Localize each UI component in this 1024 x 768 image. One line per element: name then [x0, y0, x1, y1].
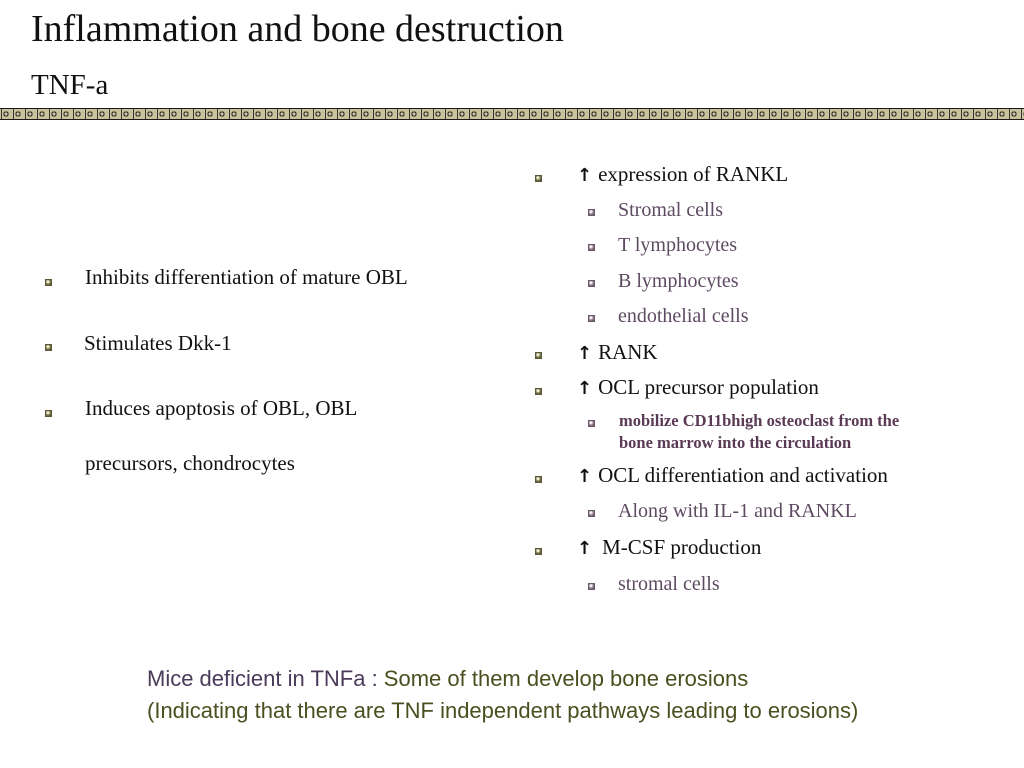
rankl-sub-t-lymphocytes: T lymphocytes [618, 234, 738, 256]
up-arrow-icon: ↑ [577, 538, 593, 559]
greek-key-divider [0, 108, 1024, 120]
up-arrow-icon: ↑ [577, 343, 593, 364]
bullet-icon [535, 548, 542, 555]
right-item-ocl-precursor: ↑ OCL precursor population [577, 375, 819, 399]
bullet-icon [45, 344, 52, 351]
right-item-mcsf: ↑ M-CSF production [577, 535, 762, 559]
rankl-sub-stromal: Stromal cells [618, 199, 723, 221]
sub-bullet-icon [588, 583, 595, 590]
bullet-icon [535, 175, 542, 182]
mcsf-sub: stromal cells [618, 573, 720, 595]
right-item-rank: ↑ RANK [577, 340, 658, 364]
sub-bullet-icon [588, 209, 595, 216]
up-arrow-icon: ↑ [577, 466, 593, 487]
ocl-diff-sub: Along with IL-1 and RANKL [618, 500, 857, 522]
right-item-ocl-diff: ↑ OCL differentiation and activation [577, 463, 888, 487]
left-item-3-line2: precursors, chondrocytes [85, 451, 295, 475]
sub-bullet-icon [588, 280, 595, 287]
slide-subtitle: TNF-a [31, 69, 109, 101]
note-finding: Some of them develop bone erosions [383, 666, 749, 691]
bullet-icon [535, 388, 542, 395]
up-arrow-icon: ↑ [577, 378, 593, 399]
sub-bullet-icon [588, 510, 595, 517]
bullet-icon [535, 476, 542, 483]
rankl-sub-endothelial: endothelial cells [618, 305, 749, 327]
note-line-2: (Indicating that there are TNF independent pathways leading to erosions) [147, 698, 859, 723]
slide-title: Inflammation and bone destruction [31, 8, 564, 50]
sub-bullet-icon [588, 315, 595, 322]
ocl-precursor-sub-line2: bone marrow into the circulation [619, 433, 852, 452]
rankl-sub-b-lymphocytes: B lymphocytes [618, 270, 739, 292]
left-item-3-line1: Induces apoptosis of OBL, OBL [85, 396, 358, 420]
up-arrow-icon: ↑ [577, 165, 593, 186]
ocl-precursor-sub-line1: mobilize CD11bhigh osteoclast from the [619, 411, 900, 430]
sub-bullet-icon [588, 420, 595, 427]
right-item-rankl: ↑ expression of RANKL [577, 162, 789, 186]
bullet-icon [45, 410, 52, 417]
bullet-icon [535, 352, 542, 359]
left-item-2: Stimulates Dkk-1 [84, 331, 232, 355]
note-line-1 [147, 663, 748, 695]
left-item-1: Inhibits differentiation of mature OBL [85, 265, 408, 289]
sub-bullet-icon [588, 244, 595, 251]
note-lead: Mice deficient in TNFa : [147, 666, 384, 691]
bullet-icon [45, 279, 52, 286]
